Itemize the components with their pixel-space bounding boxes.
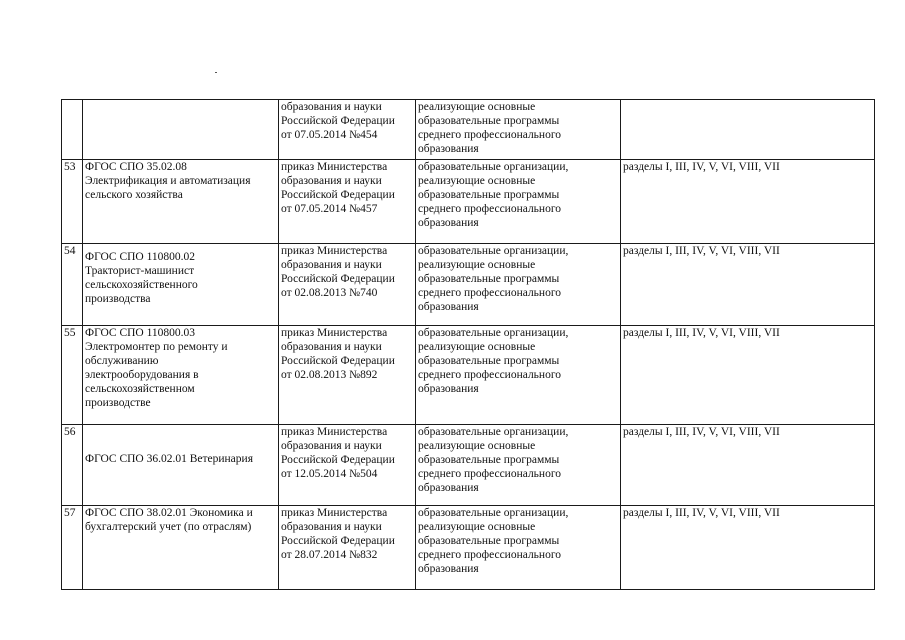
order-reference: приказ Министерства образования и науки Российской Федерации от 07.05.2014 №457 bbox=[279, 160, 416, 244]
organizations-cell: образовательные организации, реализующие основные образовательные программы среднего профессионального образования bbox=[416, 326, 621, 425]
sections-cell: разделы I, III, IV, V, VI, VIII, VII bbox=[621, 244, 875, 326]
order-reference: приказ Министерства образования и науки Российской Федерации от 02.08.2013 №740 bbox=[279, 244, 416, 326]
sections-cell: разделы I, III, IV, V, VI, VIII, VII bbox=[621, 326, 875, 425]
table-row bbox=[62, 326, 875, 425]
sections-cell: разделы I, III, IV, V, VI, VIII, VII bbox=[621, 506, 875, 590]
row-number: 54 bbox=[62, 244, 83, 326]
row-number: 55 bbox=[62, 326, 83, 425]
table-row bbox=[62, 244, 875, 326]
table-row bbox=[62, 425, 875, 506]
standard-name: ФГОС СПО 38.02.01 Экономика и бухгалтерский учет (по отраслям) bbox=[83, 506, 279, 590]
table-row bbox=[62, 160, 875, 244]
sections-cell: разделы I, III, IV, V, VI, VIII, VII bbox=[621, 160, 875, 244]
scan-speck bbox=[215, 72, 217, 73]
organizations-cell: образовательные организации, реализующие основные образовательные программы среднего профессионального образования bbox=[416, 160, 621, 244]
table-row bbox=[62, 100, 875, 160]
organizations-cell: реализующие основные образовательные программы среднего профессионального образования bbox=[416, 100, 621, 160]
row-number: 56 bbox=[62, 425, 83, 506]
standards-table bbox=[61, 99, 875, 590]
table-row bbox=[62, 506, 875, 590]
standard-name bbox=[83, 100, 279, 160]
row-number: 57 bbox=[62, 506, 83, 590]
sections-cell: разделы I, III, IV, V, VI, VIII, VII bbox=[621, 425, 875, 506]
standard-name: ФГОС СПО 110800.02 Тракторист-машинист сельскохозяйственного производства bbox=[83, 244, 279, 326]
row-number bbox=[62, 100, 83, 160]
organizations-cell: образовательные организации, реализующие основные образовательные программы среднего профессионального образования bbox=[416, 425, 621, 506]
sections-cell bbox=[621, 100, 875, 160]
row-number: 53 bbox=[62, 160, 83, 244]
order-reference: образования и науки Российской Федерации от 07.05.2014 №454 bbox=[279, 100, 416, 160]
standard-name: ФГОС СПО 35.02.08 Электрификация и автоматизация сельского хозяйства bbox=[83, 160, 279, 244]
order-reference: приказ Министерства образования и науки Российской Федерации от 02.08.2013 №892 bbox=[279, 326, 416, 425]
standard-name: ФГОС СПО 36.02.01 Ветеринария bbox=[83, 425, 279, 506]
organizations-cell: образовательные организации, реализующие основные образовательные программы среднего профессионального образования bbox=[416, 506, 621, 590]
standard-name: ФГОС СПО 110800.03 Электромонтер по ремонту и обслуживанию электрооборудования в сельскохозяйственном производстве bbox=[83, 326, 279, 425]
order-reference: приказ Министерства образования и науки Российской Федерации от 28.07.2014 №832 bbox=[279, 506, 416, 590]
order-reference: приказ Министерства образования и науки Российской Федерации от 12.05.2014 №504 bbox=[279, 425, 416, 506]
organizations-cell: образовательные организации, реализующие основные образовательные программы среднего профессионального образования bbox=[416, 244, 621, 326]
